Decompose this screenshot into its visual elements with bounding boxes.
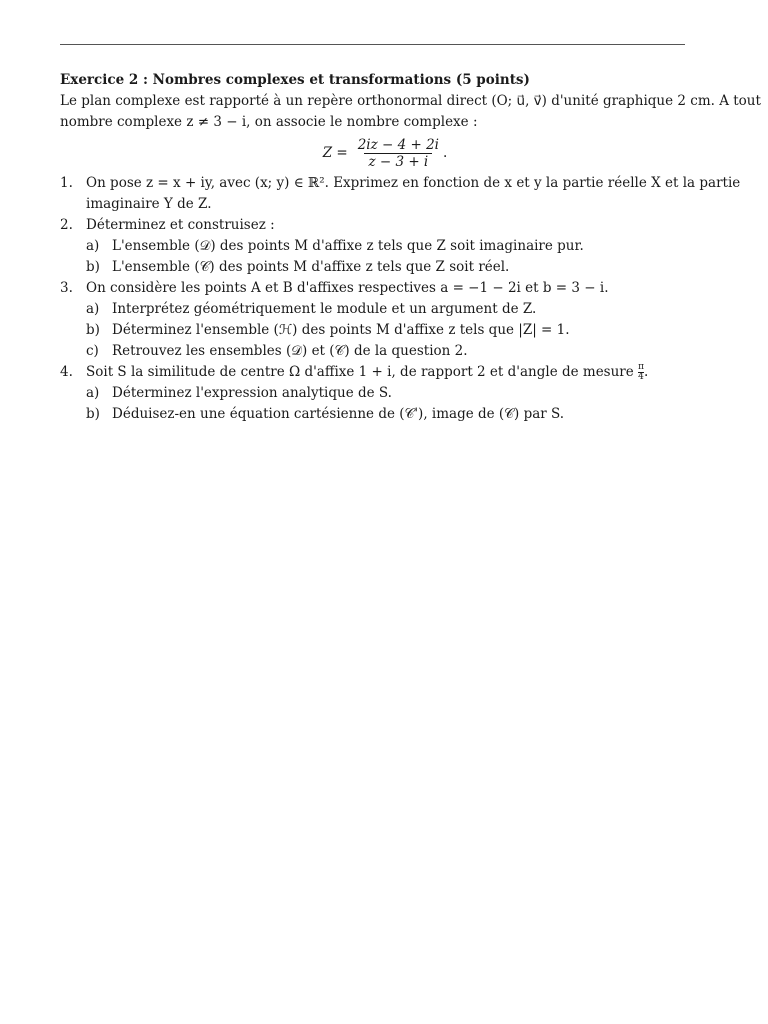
question-3a bbox=[60, 299, 710, 320]
question-3c bbox=[60, 341, 710, 362]
question-1 bbox=[60, 173, 741, 194]
question-1-number: 1. bbox=[60, 175, 73, 191]
question-3a-text: Interprétez géométriquement le module et un argument de Z. bbox=[112, 301, 537, 317]
question-2-text: Déterminez et construisez : bbox=[86, 217, 275, 233]
question-3c-label: c) bbox=[86, 343, 99, 359]
question-2-number: 2. bbox=[60, 217, 73, 233]
question-1-text-cont: imaginaire Y de Z. bbox=[86, 196, 212, 212]
question-2b bbox=[60, 257, 710, 278]
intro-line-1: Le plan complexe est rapporté à un repère orthonormal direct (O; u⃗, v⃗) d'unité graphique 2 cm. A tout bbox=[60, 93, 761, 109]
angle-numerator: π bbox=[638, 362, 644, 372]
question-4b bbox=[60, 404, 710, 425]
question-3b-text: Déterminez l'ensemble (ℋ) des points M d'affixe z tels que |Z| = 1. bbox=[112, 322, 570, 338]
formula-denominator: z − 3 + i bbox=[364, 153, 432, 170]
definition-formula bbox=[60, 135, 710, 171]
question-4-tail: . bbox=[643, 364, 649, 380]
question-4-line bbox=[86, 362, 710, 383]
question-3-text: On considère les points A et B d'affixes respectives a = −1 − 2i et b = 3 − i. bbox=[86, 280, 609, 296]
question-3a-label: a) bbox=[86, 301, 100, 317]
question-3b-label: b) bbox=[86, 322, 100, 338]
formula-tail: . bbox=[443, 144, 448, 161]
question-4 bbox=[60, 362, 710, 383]
question-1-text: On pose z = x + iy, avec (x; y) ∈ ℝ². Exprimez en fonction de x et y la partie réelle X et la partie bbox=[86, 175, 741, 191]
formula-lhs: Z = bbox=[322, 144, 348, 161]
question-3 bbox=[60, 278, 710, 299]
question-2b-text: L'ensemble (𝒞) des points M d'affixe z tels que Z soit réel. bbox=[112, 259, 510, 275]
exercise-sheet bbox=[60, 70, 761, 425]
question-4-text: Soit S la similitude de centre Ω d'affixe 1 + i, de rapport 2 et d'angle de mesure bbox=[86, 364, 634, 380]
question-2b-label: b) bbox=[86, 259, 100, 275]
question-2 bbox=[60, 215, 710, 236]
question-4a bbox=[60, 383, 710, 404]
question-4a-text: Déterminez l'expression analytique de S. bbox=[112, 385, 392, 401]
question-4a-label: a) bbox=[86, 385, 100, 401]
question-4-number: 4. bbox=[60, 364, 73, 380]
question-2a bbox=[60, 236, 710, 257]
intro-line-2: nombre complexe z ≠ 3 − i, on associe le nombre complexe : bbox=[60, 114, 478, 130]
formula-numerator: 2iz − 4 + 2i bbox=[357, 136, 439, 153]
angle-denominator: 4 bbox=[638, 372, 644, 382]
question-2a-label: a) bbox=[86, 238, 100, 254]
question-3c-text: Retrouvez les ensembles (𝒟) et (𝒞) de la question 2. bbox=[112, 343, 468, 359]
exercise-title: Exercice 2 : Nombres complexes et transformations (5 points) bbox=[60, 72, 530, 88]
question-4b-label: b) bbox=[86, 406, 100, 422]
question-4b-text: Déduisez-en une équation cartésienne de (𝒞'), image de (𝒞) par S. bbox=[112, 406, 565, 422]
question-3-number: 3. bbox=[60, 280, 73, 296]
question-2a-text: L'ensemble (𝒟) des points M d'affixe z tels que Z soit imaginaire pur. bbox=[112, 238, 584, 254]
formula-fraction bbox=[354, 137, 443, 170]
page-top-rule bbox=[60, 44, 685, 45]
question-3b bbox=[60, 320, 710, 341]
